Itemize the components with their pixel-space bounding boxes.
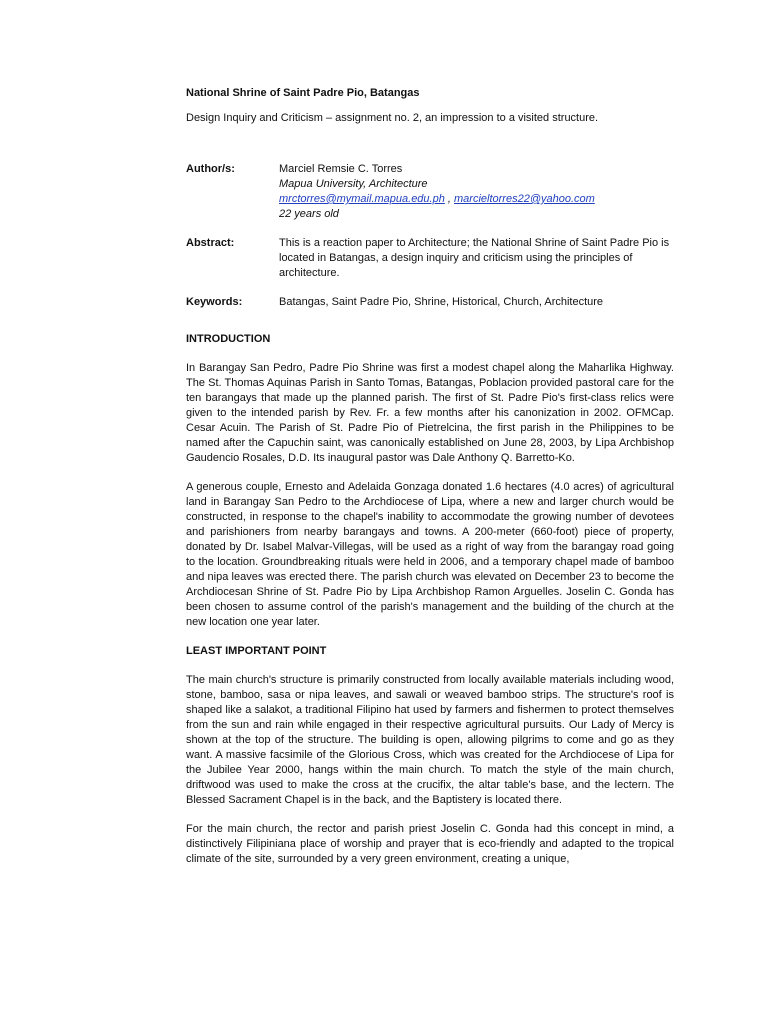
keywords-label: Keywords: — [186, 296, 243, 308]
abstract-block — [186, 236, 674, 281]
paragraph: In Barangay San Pedro, Padre Pio Shrine was first a modest chapel along the Maharlika Highway. The St. Thomas Aquinas Parish in Santo Tomas, Batangas, Poblacion provided pastoral care for the ten barangays that made up the planned parish. The first of St. Padre Pio's first-class relics were given to the intended parish by Rev. Fr. a few months after his canonization in 2002. OFMCap. Cesar Acuin. The Parish of St. Padre Pio of Pietrelcina, the first parish in the Philippines to be named after the Capuchin saint, was canonically established on June 28, 2003, by Lipa Archbishop Gaudencio Rosales, D.D. Its inaugural pastor was Dale Anthony Q. Barretto-Ko. — [186, 362, 674, 464]
section-heading-least-important-point: LEAST IMPORTANT POINT — [186, 645, 327, 657]
author-block — [186, 162, 674, 222]
document-page — [186, 86, 674, 881]
author-email-1-link[interactable]: mrctorres@mymail.mapua.edu.ph — [279, 193, 445, 205]
author-age: 22 years old — [279, 208, 339, 220]
author-label: Author/s: — [186, 163, 235, 175]
abstract-text: This is a reaction paper to Architecture; the National Shrine of Saint Padre Pio is located in Batangas, a design inquiry and criticism using the principles of architecture. — [279, 237, 670, 279]
section-introduction — [186, 332, 674, 630]
paragraph: For the main church, the rector and parish priest Joselin C. Gonda had this concept in mind, a distinctively Filipiniana place of worship and prayer that is eco-friendly and adapted to the tropical climate of the site, surrounded by a very green environment, creating a unique, — [186, 823, 674, 865]
section-heading-introduction: INTRODUCTION — [186, 333, 271, 345]
paragraph: A generous couple, Ernesto and Adelaida Gonzaga donated 1.6 hectares (4.0 acres) of agricultural land in Barangay San Pedro to the Archdiocese of Lipa, where a new and larger church would be constructed, in response to the chapel's inability to accommodate the growing number of devotees and parishioners from nearby barangays and towns. A 200-meter (660-foot) piece of property, donated by Dr. Isabel Malvar-Villegas, will be used as a right of way from the barangay road going to the location. Groundbreaking rituals were held in 2006, and a temporary chapel made of bamboo and nipa leaves was erected there. The parish church was elevated on December 23 to become the Archdiocesan Shrine of St. Padre Pio by Lipa Archbishop Ramon Arguelles. Joselin C. Gonda has been chosen to assume control of the parish's management and the building of the church at the new location one year later. — [186, 481, 674, 628]
paragraph: The main church's structure is primarily constructed from locally available materials including wood, stone, bamboo, sasa or nipa leaves, and sawali or weaved bamboo strips. The structure's roof is shaped like a salakot, a traditional Filipino hat used by farmers and fishermen to protect themselves from the sun and rain while engaged in their respective agricultural pursuits. Our Lady of Mercy is shown at the top of the structure. The building is open, allowing pilgrims to come and go as they want. A massive facsimile of the Glorious Cross, which was created for the Archdiocese of Lipa for the Jubilee Year 2000, hangs within the main church. To match the style of the main church, driftwood was used to make the cross at the crucifix, the altar table's base, and the lectern. The Blessed Sacrament Chapel is in the back, and the Baptistery is located there. — [186, 674, 674, 806]
document-subtitle: Design Inquiry and Criticism – assignment no. 2, an impression to a visited structure. — [186, 112, 599, 124]
author-name: Marciel Remsie C. Torres — [279, 163, 403, 175]
author-email-2-link[interactable]: marcieltorres22@yahoo.com — [454, 193, 595, 205]
abstract-label: Abstract: — [186, 237, 235, 249]
section-least-important-point — [186, 644, 674, 867]
keywords-block — [186, 295, 674, 310]
email-separator: , — [444, 193, 455, 205]
author-details — [279, 162, 674, 222]
keywords-text: Batangas, Saint Padre Pio, Shrine, Historical, Church, Architecture — [279, 296, 604, 308]
document-title: National Shrine of Saint Padre Pio, Batangas — [186, 87, 420, 99]
author-affiliation: Mapua University, Architecture — [279, 178, 428, 190]
author-emails — [279, 192, 674, 207]
